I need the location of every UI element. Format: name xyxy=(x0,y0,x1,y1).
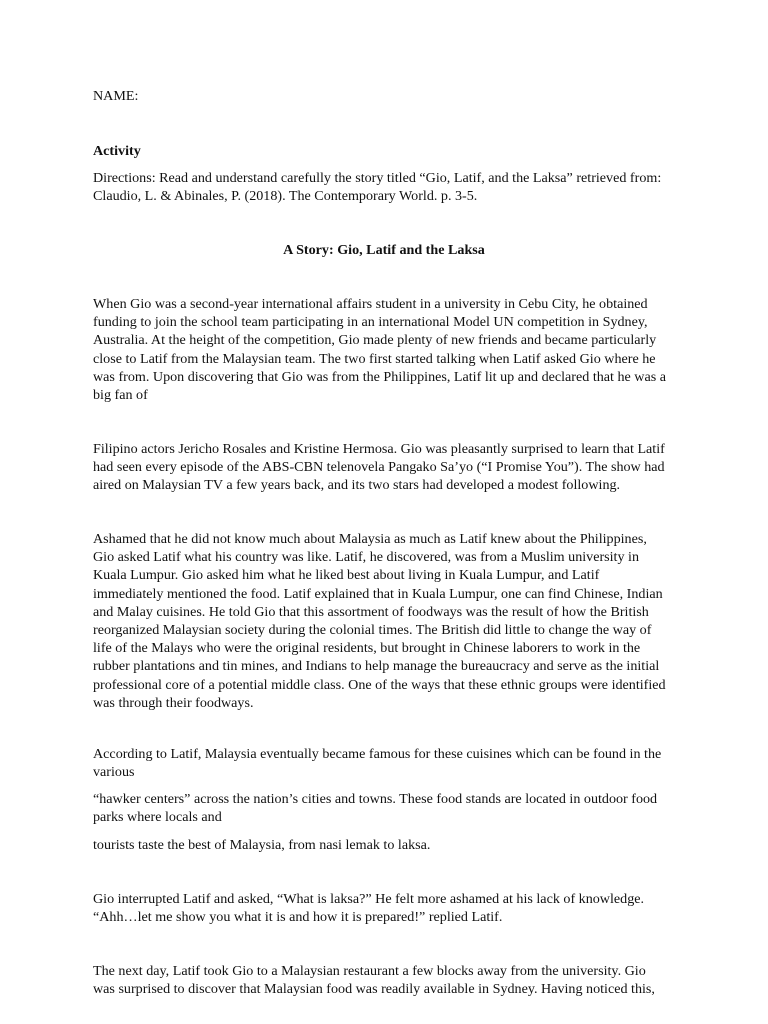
paragraph: When Gio was a second-year international affairs student in a university in Cebu City, he obtained funding to join the school team participating in an international Model UN competition in Sydney, Australia. At the height of the competition, Gio made plenty of new friends and became particularly close to Latif from the Malaysian team. The two first started talking when Latif asked Gio where he was from. Upon discovering that Gio was from the Philippines, Latif lit up and declared that he was a big fan of xyxy=(93,296,667,404)
activity-heading: Activity xyxy=(93,143,141,159)
name-label: NAME: xyxy=(93,88,139,104)
paragraph: tourists taste the best of Malaysia, from nasi lemak to laksa. xyxy=(93,837,431,853)
story-title: A Story: Gio, Latif and the Laksa xyxy=(283,242,485,258)
paragraph: According to Latif, Malaysia eventually became famous for these cuisines which can be found in the various xyxy=(93,746,662,781)
paragraph: Filipino actors Jericho Rosales and Kristine Hermosa. Gio was pleasantly surprised to learn that Latif had seen every episode of the ABS-CBN telenovela Pangako Sa’yo (“I Promise You”). The show had aired on Malaysian TV a few years back, and its two stars had developed a modest following. xyxy=(93,441,665,494)
paragraph: Gio interrupted Latif and asked, “What is laksa?” He felt more ashamed at his lack of knowledge. “Ahh…let me show you what it is and how it is prepared!” replied Latif. xyxy=(93,891,645,926)
directions-text: Directions: Read and understand carefully the story titled “Gio, Latif, and the Laksa” retrieved from: Claudio, L. & Abinales, P. (2018). The Contemporary World. p. 3-5. xyxy=(93,170,662,205)
paragraph: Ashamed that he did not know much about Malaysia as much as Latif knew about the Philippines, Gio asked Latif what his country was like. Latif, he discovered, was from a Muslim university in Kuala Lumpur. Gio asked him what he liked best about living in Kuala Lumpur, and Latif immediately mentioned the food. Latif explained that in Kuala Lumpur, one can find Chinese, Indian and Malay cuisines. He told Gio that this assortment of foodways was the result of how the British reorganized Malaysian society during the colonial times. The British did little to change the way of life of the Malays who were the original residents, but brought in Chinese laborers to work in the rubber plantations and tin mines, and Indians to help manage the bureaucracy and serve as the initial professional core of a potential middle class. One of the ways that these ethnic groups were identified was through their foodways. xyxy=(93,531,666,711)
paragraph: The next day, Latif took Gio to a Malaysian restaurant a few blocks away from the university. Gio was surprised to discover that Malaysian food was readily available in Sydney. Having noticed this, xyxy=(93,963,655,998)
paragraph: “hawker centers” across the nation’s cities and towns. These food stands are located in outdoor food parks where locals and xyxy=(93,791,658,826)
